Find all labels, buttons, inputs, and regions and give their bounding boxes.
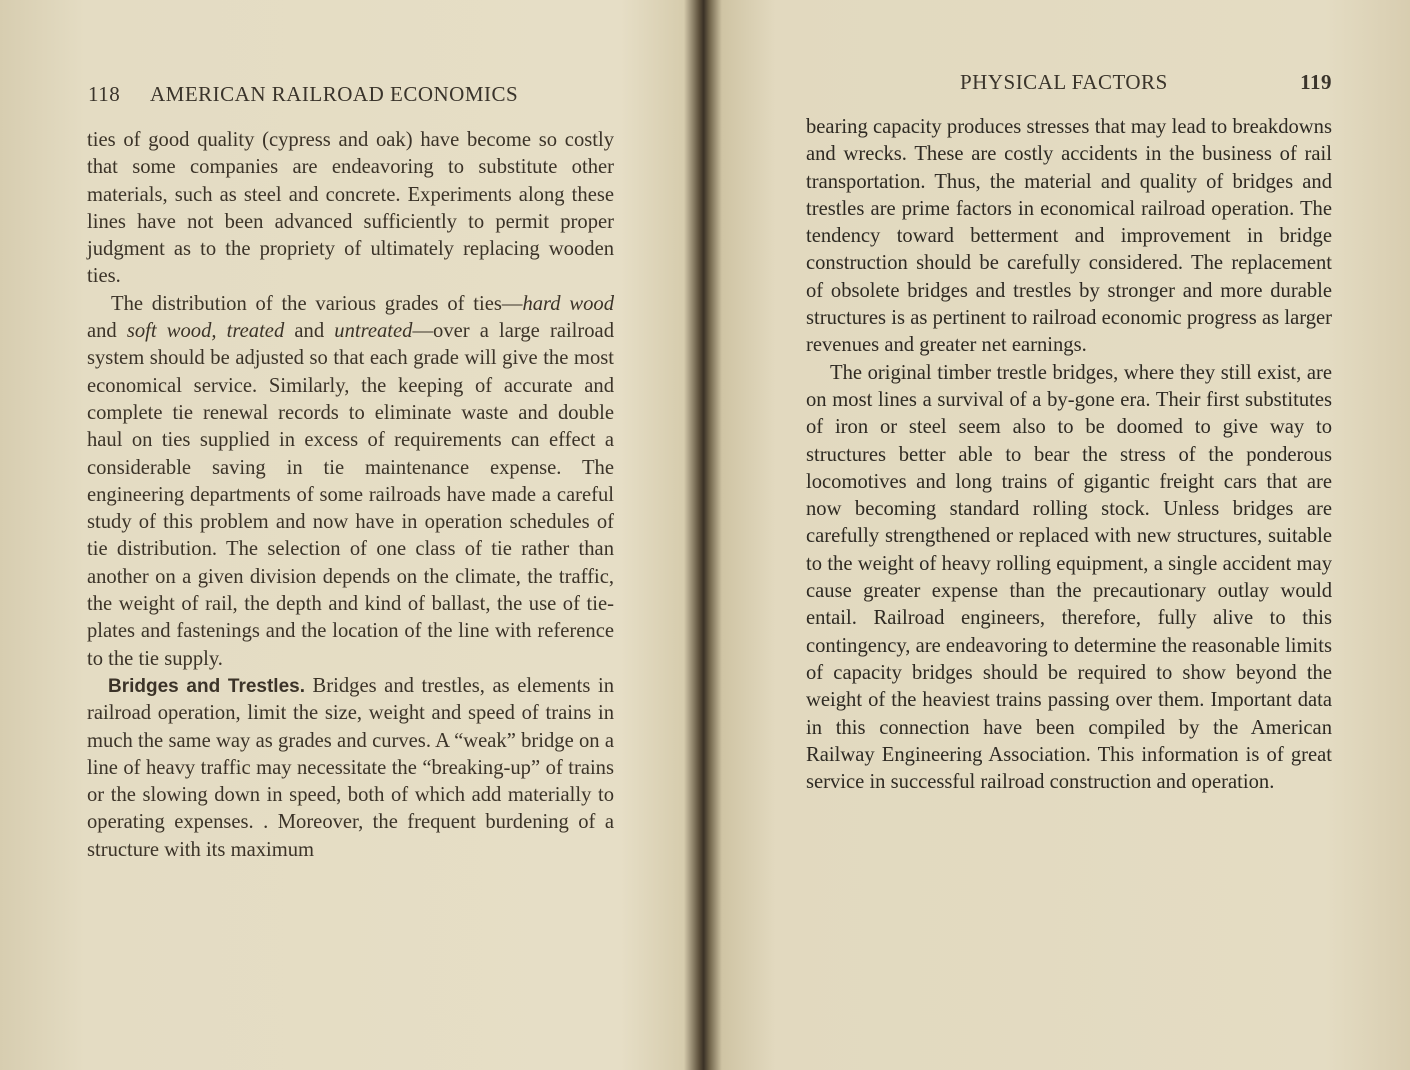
text-run: and [284,320,335,343]
paragraph-ties-quality: ties of good quality (cypress and oak) have become so costly that some companies are endeavoring to substitute other materials, such as steel and concrete. Experiments along these lines have not been advanced sufficiently to permit proper judgment as to the propriety of ultimately replacing wooden ties. [87,129,614,288]
italic-untreated: untreated [334,320,413,343]
left-running-title: AMERICAN RAILROAD ECONOMICS [150,82,519,106]
left-page-body [87,127,614,864]
italic-hard-wood: hard wood [522,292,614,315]
right-page-body [806,114,1332,796]
section-heading-bridges-trestles: Bridges and Trestles. [108,675,305,697]
text-run: The distribution of the various grades of ties— [111,292,523,315]
text-run: —over a large railroad system should be adjusted so that each grade will give the most economical service. Similarly, the keeping of accurate and complete tie renewal records to eliminate waste and double haul on ties supplied in excess of requirements can effect a considerable saving in tie maintenance expense. The engineering departments of some railroads have made a careful study of this problem and now have in operation schedules of tie distribution. The selection of one class of tie rather than another on a given division depends on the climate, the traffic, the weight of rail, the depth and kind of ballast, the use of tie-plates and fastenings and the location of the line with reference to the tie supply. [87,320,614,670]
right-page [705,0,1410,1070]
text-run: and [87,320,127,343]
paragraph-timber-trestle: The original timber trestle bridges, where they still exist, are on most lines a survival of a by-gone era. Their first substitutes of iron or steel seem also to be doomed to give way to structures better able to bear the stress of the ponderous locomotives and long trains of gigantic freight cars that are now becoming standard rolling stock. Unless bridges are carefully strengthened or replaced with new structures, suitable to the weight of heavy rolling equipment, a single accident may cause greater expense than the precautionary outlay would entail. Railroad engineers, therefore, fully alive to this contingency, are endeavoring to determine the reasonable limits of capacity bridges should be required to show beyond the weight of the heaviest trains passing over them. Important data in this connection have been compiled by the American Railway Engineering Association. This information is of great service in successful railroad construction and operation. [806,361,1332,794]
italic-soft-wood-treated: soft wood, treated [126,320,285,343]
right-running-title: PHYSICAL FACTORS [960,70,1168,94]
paragraph-bearing-capacity: bearing capacity produces stresses that may lead to breakdowns and wrecks. These are costly accidents in the business of rail transportation. Thus, the material and quality of bridges and trestles are prime factors in economical railroad operation. The tendency toward betterment and improvement in bridge construction should be carefully considered. The replacement of obsolete bridges and trestles by stronger and more durable structures is as pertinent to railroad economic progress as larger revenues and greater net earnings. [806,116,1332,357]
text-run: Bridges and trestles, as elements in railroad operation, limit the size, weight and speed of trains in much the same way as grades and curves. A “weak” bridge on a line of heavy traffic may necessitate the “breaking-up” of trains or the slowing down in speed, both of which add materially to operating expenses. . Moreover, the frequent burdening of a structure with its maximum [87,674,614,861]
left-page-number: 118 [88,82,121,106]
right-page-number: 119 [1300,70,1332,94]
paragraph-tie-distribution [87,291,614,673]
left-page [0,0,700,1070]
paragraph-bridges-trestles [87,673,614,864]
